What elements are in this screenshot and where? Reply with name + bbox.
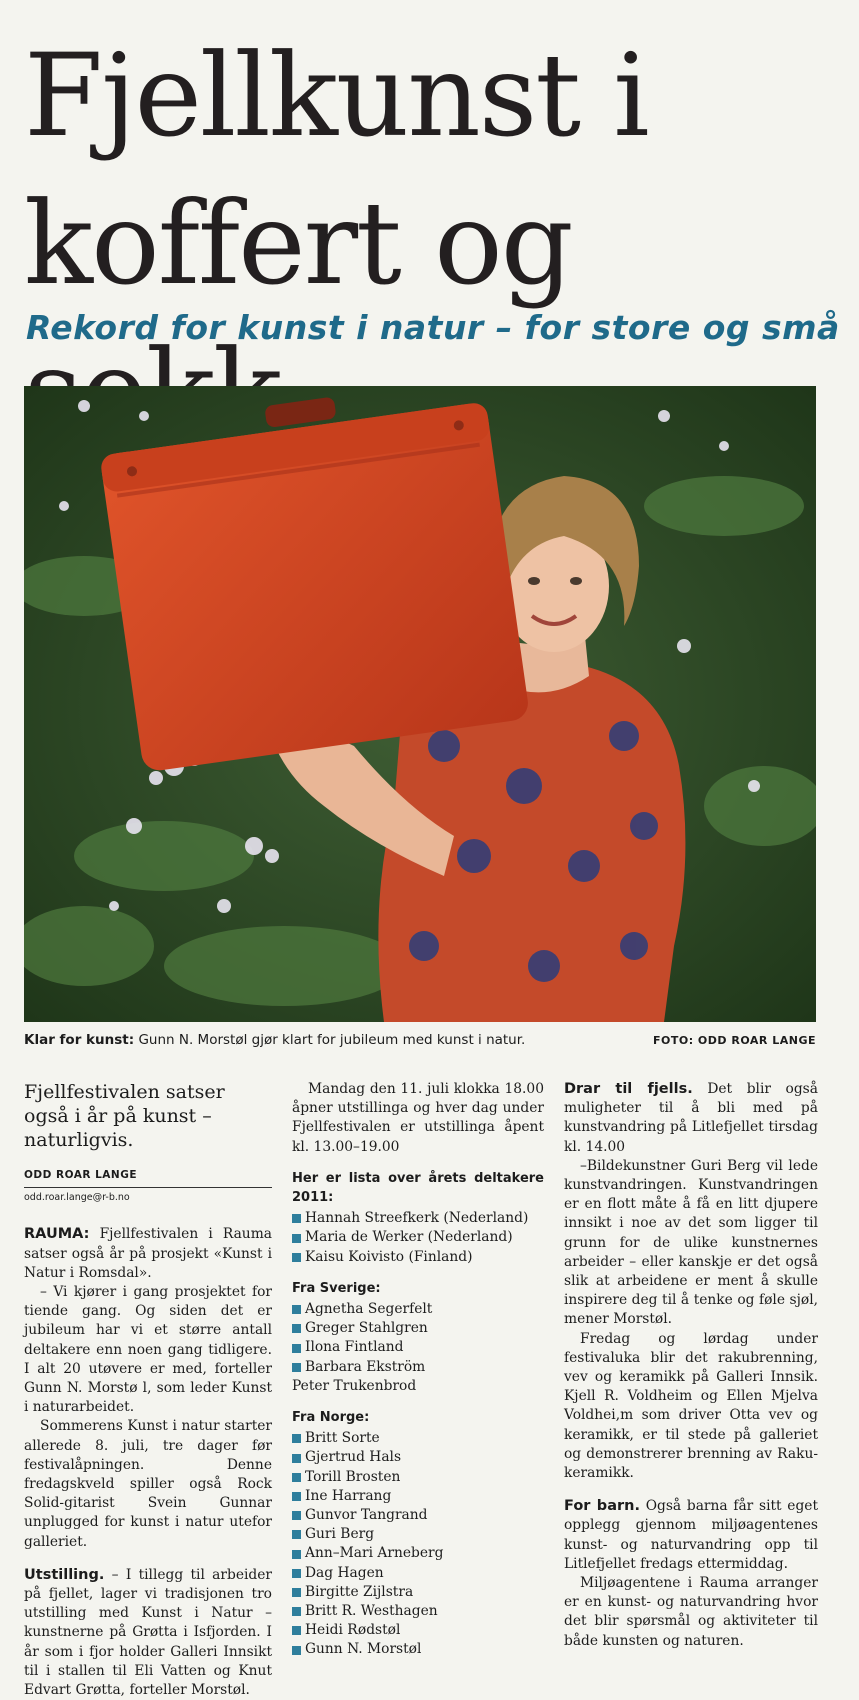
paragraph <box>564 1080 818 1157</box>
list-item: Ilona Fintland <box>292 1338 544 1357</box>
square-bullet-icon <box>292 1550 301 1559</box>
paragraph <box>564 1497 818 1574</box>
list-item: Kaisu Koivisto (Finland) <box>292 1248 544 1267</box>
list-item: Peter Trukenbrod <box>292 1377 417 1394</box>
square-bullet-icon <box>292 1492 301 1501</box>
section-lead: For barn. <box>564 1498 640 1515</box>
byline: ODD ROAR LANGE <box>24 1166 272 1188</box>
article-column-1 <box>24 1080 272 1700</box>
square-bullet-icon <box>292 1214 301 1223</box>
list-item: Britt Sorte <box>292 1429 544 1448</box>
list-item: Maria de Werker (Nederland) <box>292 1228 544 1247</box>
caption-lead: Klar for kunst: <box>24 1032 135 1048</box>
participant-list-norway <box>292 1429 544 1659</box>
participant-list-sweden <box>292 1300 544 1396</box>
paragraph: Mandag den 11. juli klokka 18.00 åpner utstillinga og hver dag under Fjellfestivalen er utstillinga åpent kl. 13.00–19.00 <box>292 1081 544 1155</box>
paragraph: – Vi kjører i gang prosjektet for tiende gang. Og siden det er jubileum har vi et større antall deltakere enn noen gang tidligere. I alt 20 utøvere er med, forteller Gunn N. Morstø l, som leder Kunst i naturarbeidet. <box>24 1284 272 1416</box>
list-item: Gjertrud Hals <box>292 1448 544 1467</box>
square-bullet-icon <box>292 1305 301 1314</box>
square-bullet-icon <box>292 1363 301 1372</box>
paragraph: Miljøagentene i Rauma arranger er en kunst- og naturvandring hvor det blir spørsmål og aktiviteter til både kunsten og naturen. <box>564 1575 818 1649</box>
list-item: Dag Hagen <box>292 1564 544 1583</box>
list-item: Torill Brosten <box>292 1468 544 1487</box>
square-bullet-icon <box>292 1530 301 1539</box>
headline-line-2: koffert og <box>24 177 572 310</box>
paragraph-text: Det blir også muligheter til å bli med på kunstvandring på Litlefjellet tirsdag kl. 14.00 <box>564 1081 818 1155</box>
paragraph: Fredag og lørdag under festivaluka blir det rakubrenning, vev og keramikk på Galleri Innsik. Kjell R. Voldheim og Ellen Mjelva Voldhei,m som driver Otta vev og keramikk, er til stede på galleriet og demonstrerer brenning av Raku-keramikk. <box>564 1330 818 1482</box>
square-bullet-icon <box>292 1646 301 1655</box>
list-item: Ine Harrang <box>292 1487 544 1506</box>
paragraph: Sommerens Kunst i natur starter allerede 8. juli, tre dager før festivalåpningen. Denne fredagskveld spiller også Rock Solid-gitarist Svein Gunnar unplugged for kunst i natur utefor galleriet. <box>24 1418 272 1550</box>
list-item: Britt R. Westhagen <box>292 1602 544 1621</box>
photo-illustration <box>24 386 816 1022</box>
participant-list-international <box>292 1209 544 1267</box>
headline-line-1: Fjellkunst i <box>24 29 648 162</box>
list-item: Barbara Ekström <box>292 1358 544 1377</box>
article-column-2 <box>292 1080 544 1660</box>
paragraph <box>24 1566 272 1700</box>
square-bullet-icon <box>292 1234 301 1243</box>
list-item: Hannah Streefkerk (Nederland) <box>292 1209 544 1228</box>
photo-credit: FOTO: ODD ROAR LANGE <box>652 1033 816 1047</box>
square-bullet-icon <box>292 1344 301 1353</box>
list-item: Gunvor Tangrand <box>292 1506 544 1525</box>
square-bullet-icon <box>292 1588 301 1597</box>
square-bullet-icon <box>292 1626 301 1635</box>
author-email[interactable]: odd.roar.lange@r-b.no <box>24 1192 130 1204</box>
square-bullet-icon <box>292 1324 301 1333</box>
ingress: Fjellfestivalen satser også i år på kunst – naturligvis. <box>24 1081 225 1151</box>
square-bullet-icon <box>292 1454 301 1463</box>
list-item: Greger Stahlgren <box>292 1319 544 1338</box>
list-item: Gunn N. Morstøl <box>292 1640 544 1659</box>
square-bullet-icon <box>292 1607 301 1616</box>
subtitle: Rekord for kunst i natur – for store og små <box>26 308 840 347</box>
photo-caption <box>24 1028 816 1052</box>
paragraph-text: Fjellfestivalen i Rauma satser også år på prosjekt «Kunst i Natur i Romsdal». <box>24 1226 272 1281</box>
norway-heading: Fra Norge: <box>292 1410 370 1426</box>
article-column-3 <box>564 1080 818 1651</box>
square-bullet-icon <box>292 1473 301 1482</box>
section-lead: Utstilling. <box>24 1566 105 1583</box>
paragraph <box>24 1225 272 1283</box>
section-lead: Drar til fjells. <box>564 1081 693 1097</box>
square-bullet-icon <box>292 1511 301 1520</box>
paragraph-text: Også barna får sitt eget opplegg gjennom miljøagentenes kunst- og naturvandring opp til Litlefjellet fredags ettermiddag. <box>564 1498 819 1572</box>
square-bullet-icon <box>292 1434 301 1443</box>
article-photo <box>24 386 816 1022</box>
caption-text-group <box>24 1032 525 1048</box>
list-heading: Her er lista over årets deltakere 2011: <box>292 1170 544 1206</box>
list-item: Birgitte Zijlstra <box>292 1583 544 1602</box>
square-bullet-icon <box>292 1569 301 1578</box>
dateline: RAUMA: <box>24 1226 90 1243</box>
sweden-heading: Fra Sverige: <box>292 1280 381 1296</box>
paragraph: –Bildekunstner Guri Berg vil lede kunstvandringen. Kunstvandringen er en flott måte å få en litt djupere innsikt i noe av det som ligger til grunn for de ulike kunstnernes arbeider – eller kanskje er det også slik at arbeidene er ment å skulle inspirere deg til å tenke og føle sjøl, mener Morstøl. <box>564 1157 818 1328</box>
caption-text: Gunn N. Morstøl gjør klart for jubileum med kunst i natur. <box>138 1032 526 1048</box>
square-bullet-icon <box>292 1253 301 1262</box>
list-item: Ann–Mari Arneberg <box>292 1544 544 1563</box>
paragraph-text: – I tillegg til arbeider på fjellet, lager vi tradisjonen tro utstilling med Kunst i Natur – kunstnerne på Grøtta i Isfjorden. I år som i fjor holder Galleri Innsikt til i stallen til Eli Vatten og Knut Edvart Grøtta, forteller Morstøl. <box>24 1566 272 1699</box>
list-item: Agnetha Segerfelt <box>292 1300 544 1319</box>
list-item: Guri Berg <box>292 1525 544 1544</box>
list-item: Heidi Rødstøl <box>292 1621 544 1640</box>
